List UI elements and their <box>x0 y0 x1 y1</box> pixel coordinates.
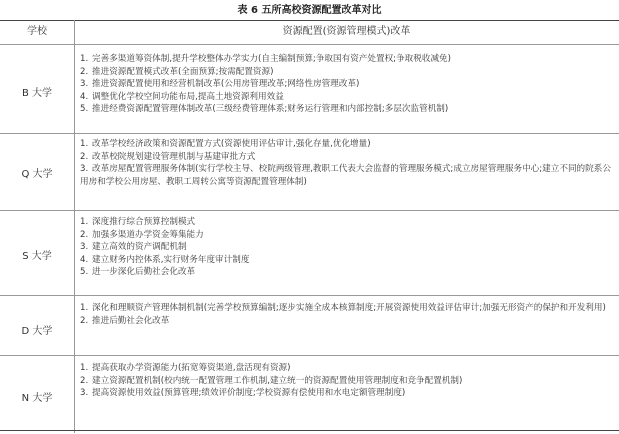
list-item: 2. 推进后勤社会化改革 <box>80 315 170 326</box>
header-reform: 资源配置(资源管理模式)改革 <box>282 26 411 37</box>
comparison-table <box>0 20 619 433</box>
list-item: 2. 加强多渠道办学资金筹集能力 <box>80 229 204 240</box>
row-items-d <box>80 302 616 327</box>
table-caption: 表 6 五所高校资源配置改革对比 <box>237 5 382 16</box>
list-item: 1. 改革学校经济政策和资源配置方式(资源使用评估审计,强化存量,优化增量) <box>80 139 371 149</box>
list-item: 5. 进一步深化后勤社会化改革 <box>80 267 196 277</box>
list-item: 3. 提高资源使用效益(预算管理;绩效评价制度;学校资源有偿使用和水电定额管理制度) <box>80 388 406 398</box>
list-item: 1. 深化和理顺资产管理体制机制(完善学校预算编制;逐步实施全成本核算制度;开展资源使用效益评估审计;加强无形资产的保护和开发利用) <box>80 303 606 313</box>
row-rule <box>0 355 619 356</box>
row-items-b <box>80 53 616 116</box>
row-university-d: D 大学 <box>21 326 53 337</box>
list-item: 1. 提高获取办学资源能力(拓宽筹资渠道,盘活现有资源) <box>80 363 291 373</box>
list-item: 3. 推进资源配置使用和经营机制改革(公用房管理改革;网络性房管理改革) <box>80 79 360 89</box>
row-university-q: Q 大学 <box>21 169 53 180</box>
row-rule <box>0 133 619 134</box>
row-university-n: N 大学 <box>21 393 53 404</box>
row-rule <box>0 210 619 211</box>
list-item: 4. 建立财务内控体系,实行财务年度审计制度 <box>80 254 250 265</box>
row-items-n <box>80 362 616 400</box>
bottom-rule <box>0 430 619 431</box>
row-rule <box>0 295 619 296</box>
row-items-q <box>80 138 616 188</box>
list-item: 1. 完善多渠道筹资体制,提升学校整体办学实力(自主编制预算;争取国有资产处置权;争取税收减免) <box>80 54 451 64</box>
top-rule <box>0 20 619 21</box>
row-university-s: S 大学 <box>22 251 52 262</box>
list-item: 2. 建立资源配置机制(校内统一配置管理工作机制,建立统一的资源配置使用管理制度和竞争配置机制) <box>80 375 463 386</box>
list-item: 2. 改革校院规划建设管理机制与基建审批方式 <box>80 151 256 162</box>
header-university: 学校 <box>27 26 47 37</box>
list-item: 3. 建立高效的资产调配机制 <box>80 242 187 252</box>
list-item: 5. 推进经费资源配置管理体制改革(三级经费管理体系;财务运行管理和内部控制;多层次监管机制) <box>80 104 449 114</box>
list-item: 4. 调整优化学校空间功能布局,提高土地资源利用效益 <box>80 91 284 102</box>
list-item: 1. 深度推行综合预算控制模式 <box>80 217 196 227</box>
header-rule <box>0 44 619 45</box>
list-item: 3. 改革房屋配置管理服务体制(实行学校主导、校院两级管理,教职工代表大会监督的管理服务模式;成立房屋管理服务中心;建立不同的院系公用房和学校公用房屋、教职工周转公寓等资源配置管理体制) <box>80 164 611 187</box>
row-university-b: B 大学 <box>21 88 53 99</box>
row-items-s <box>80 216 616 279</box>
column-divider <box>74 20 75 433</box>
list-item: 2. 推进资源配置模式改革(全面预算;按需配置资源) <box>80 66 274 77</box>
